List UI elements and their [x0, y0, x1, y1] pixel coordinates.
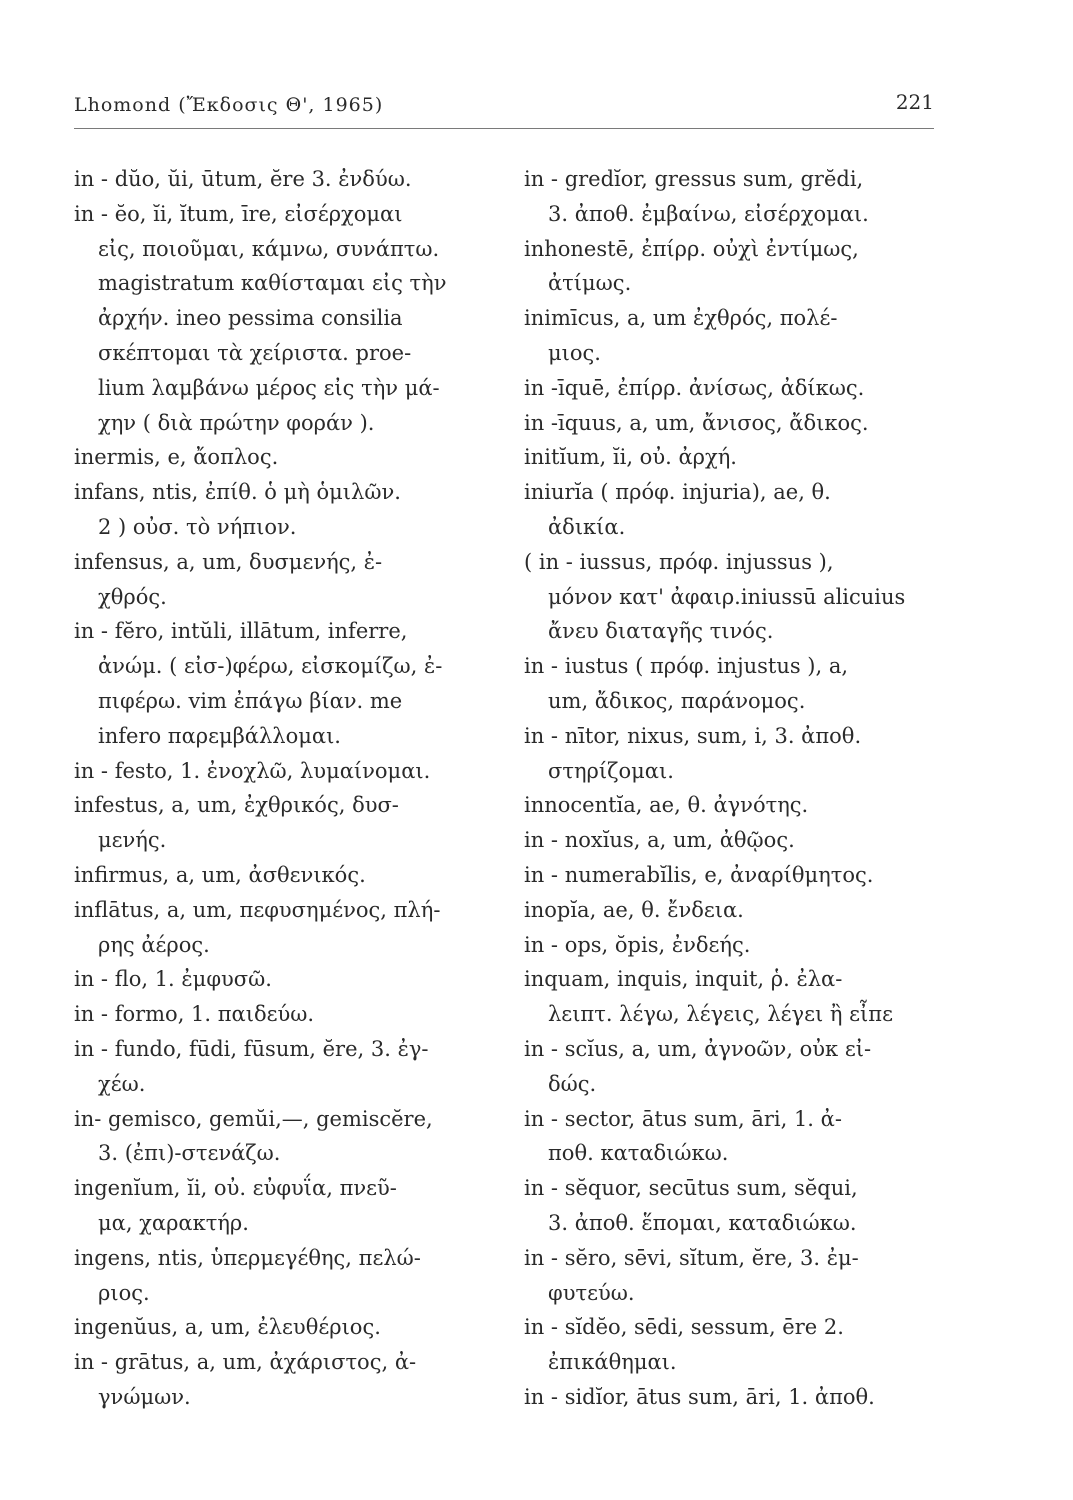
dictionary-line: μενής.	[98, 828, 167, 853]
dictionary-line: εἰς, ποιοῦμαι, κάμνω, συνάπτω.	[98, 236, 440, 261]
dictionary-line: in - grātus, a, um, ἀχάριστος, ἀ-	[74, 1350, 417, 1375]
dictionary-line: in- gemisco, gemŭi,—, gemiscĕre,	[74, 1106, 433, 1131]
dictionary-line: infestus, a, um, ἐχθρικός, δυσ-	[74, 793, 399, 818]
page-number: 221	[895, 90, 934, 114]
dictionary-line: in - iustus ( πρόφ. injustus ), a,	[524, 654, 849, 679]
dictionary-line: in -īquē, ἐπίρρ. ἀνίσως, ἀδίκως.	[524, 375, 865, 400]
dictionary-line: λειπτ. λέγω, λέγεις, λέγει ἢ εἶπε	[548, 1002, 893, 1027]
dictionary-line: μιος.	[548, 340, 601, 365]
dictionary-line: ἄνευ διαταγῆς τινός.	[548, 619, 774, 644]
dictionary-line: ingenŭus, a, um, ἐλευθέριος.	[74, 1315, 381, 1340]
dictionary-line: in - numerabĭlis, e, ἀναρίθμητος.	[524, 862, 874, 887]
dictionary-line: infans, ntis, ἐπίθ. ὁ μὴ ὁμιλῶν.	[74, 480, 401, 505]
dictionary-line: μόνον κατ' ἀφαιρ.iniussū alicuius	[548, 584, 906, 609]
header-rule	[74, 128, 934, 129]
dictionary-line: in - sidĭor, ātus sum, āri, 1. ἀποθ.	[524, 1384, 875, 1409]
dictionary-line: inermis, e, ἄοπλος.	[74, 445, 279, 470]
dictionary-line: initĭum, ĭi, οὐ. ἀρχή.	[524, 445, 737, 470]
dictionary-line: σκέπτομαι τὰ χείριστα. proe-	[98, 340, 412, 365]
dictionary-line: χέω.	[98, 1071, 146, 1096]
dictionary-line: in - ops, ŏpis, ἐνδεής.	[524, 932, 751, 957]
dictionary-line: πιφέρω. vim ἐπάγω βίαν. me	[98, 688, 403, 713]
dictionary-line: in - fundo, fūdi, fūsum, ĕre, 3. ἐγ-	[74, 1036, 429, 1061]
dictionary-line: φυτεύω.	[548, 1280, 635, 1305]
dictionary-line: in - sector, ātus sum, āri, 1. ἀ-	[524, 1106, 842, 1131]
dictionary-line: in - sĕquor, secūtus sum, sĕqui,	[524, 1176, 858, 1201]
dictionary-line: ingens, ntis, ὑπερμεγέθης, πελώ-	[74, 1245, 421, 1270]
dictionary-line: in - ĕo, ĭi, ĭtum, īre, εἰσέρχομαι	[74, 201, 403, 226]
dictionary-line: ποθ. καταδιώκω.	[548, 1141, 729, 1166]
dictionary-line: infirmus, a, um, ἀσθενικός.	[74, 862, 366, 887]
dictionary-line: ἀνώμ. ( εἰσ-)φέρω, εἰσκομίζω, ἐ-	[98, 654, 443, 679]
left-column	[74, 162, 499, 1415]
dictionary-line: in - formo, 1. παιδεύω.	[74, 1002, 315, 1027]
dictionary-line: inimīcus, a, um ἐχθρός, πολέ-	[524, 306, 838, 331]
dictionary-line: ρης ἀέρος.	[98, 932, 210, 957]
dictionary-line: in - fĕro, intŭli, illātum, inferre,	[74, 619, 408, 644]
dictionary-line: in - festo, 1. ἐνοχλῶ, λυμαίνομαι.	[74, 758, 431, 783]
dictionary-line: in -īquus, a, um, ἄνισος, ἄδικος.	[524, 410, 869, 435]
dictionary-line: inhonestē, ἐπίρρ. οὐχὶ ἐντίμως,	[524, 236, 859, 261]
dictionary-line: magistratum καθίσταμαι εἰς τὴν	[98, 271, 447, 296]
dictionary-line: in - sĕro, sēvi, sĭtum, ĕre, 3. ἐμ-	[524, 1245, 859, 1270]
dictionary-line: ἀτίμως.	[548, 271, 632, 296]
dictionary-line: 3. (ἐπι)-στενάζω.	[98, 1141, 281, 1166]
dictionary-line: ἀδικία.	[548, 514, 626, 539]
dictionary-line: infero παρεμβάλλομαι.	[98, 723, 341, 748]
dictionary-line: in - dŭo, ŭi, ūtum, ĕre 3. ἐνδύω.	[74, 167, 412, 191]
dictionary-line: στηρίζομαι.	[548, 758, 674, 783]
dictionary-line: in - noxĭus, a, um, ἀθῷος.	[524, 828, 795, 853]
dictionary-line: 2 ) οὐσ. τὸ νήπιον.	[98, 514, 297, 539]
dictionary-line: infensus, a, um, δυσμενής, ἐ-	[74, 549, 383, 574]
dictionary-line: ἀρχήν. ineo pessima consilia	[98, 306, 403, 331]
dictionary-line: γνώμων.	[98, 1384, 191, 1409]
dictionary-line: inopĭa, ae, θ. ἔνδεια.	[524, 897, 744, 922]
dictionary-line: ἐπικάθημαι.	[548, 1350, 677, 1375]
right-column	[524, 162, 949, 1415]
dictionary-line: 3. ἀποθ. ἐμβαίνω, εἰσέρχομαι.	[548, 201, 869, 226]
dictionary-line: in - sĭdĕo, sēdi, sessum, ēre 2.	[524, 1315, 844, 1340]
dictionary-line: in - flo, 1. ἐμφυσῶ.	[74, 967, 272, 992]
dictionary-line: inquam, inquis, inquit, ῥ. ἐλα-	[524, 967, 843, 992]
dictionary-line: μα, χαρακτήρ.	[98, 1210, 249, 1235]
dictionary-line: innocentĭa, ae, θ. ἀγνότης.	[524, 793, 809, 818]
dictionary-line: δώς.	[548, 1071, 597, 1096]
dictionary-line: um, ἄδικος, παράνομος.	[548, 688, 806, 713]
dictionary-line: in - nītor, nixus, sum, i, 3. ἀποθ.	[524, 723, 862, 748]
dictionary-line: inflātus, a, um, πεφυσημένος, πλή-	[74, 897, 441, 922]
dictionary-line: in - gredĭor, gressus sum, grĕdi,	[524, 167, 864, 191]
dictionary-line: χην ( διὰ πρώτην φοράν ).	[98, 410, 375, 435]
dictionary-line: lium λαμβάνω μέρος εἰς τὴν μά-	[98, 375, 440, 400]
dictionary-line: ριος.	[98, 1280, 150, 1305]
dictionary-line: in - scĭus, a, um, ἀγνοῶν, οὐκ εἰ-	[524, 1036, 872, 1061]
running-title: Lhomond (Ἔκδοσις Θ', 1965)	[74, 94, 384, 116]
dictionary-line: iniurĭa ( πρόφ. injuria), ae, θ.	[524, 480, 831, 505]
dictionary-line: ingenĭum, ĭi, οὐ. εὐφυΐα, πνεῦ-	[74, 1176, 397, 1201]
dictionary-line: 3. ἀποθ. ἕπομαι, καταδιώκω.	[548, 1210, 857, 1235]
dictionary-line: χθρός.	[98, 584, 167, 609]
dictionary-line: ( in - iussus, πρόφ. injussus ),	[524, 549, 834, 574]
page-header	[74, 88, 934, 122]
